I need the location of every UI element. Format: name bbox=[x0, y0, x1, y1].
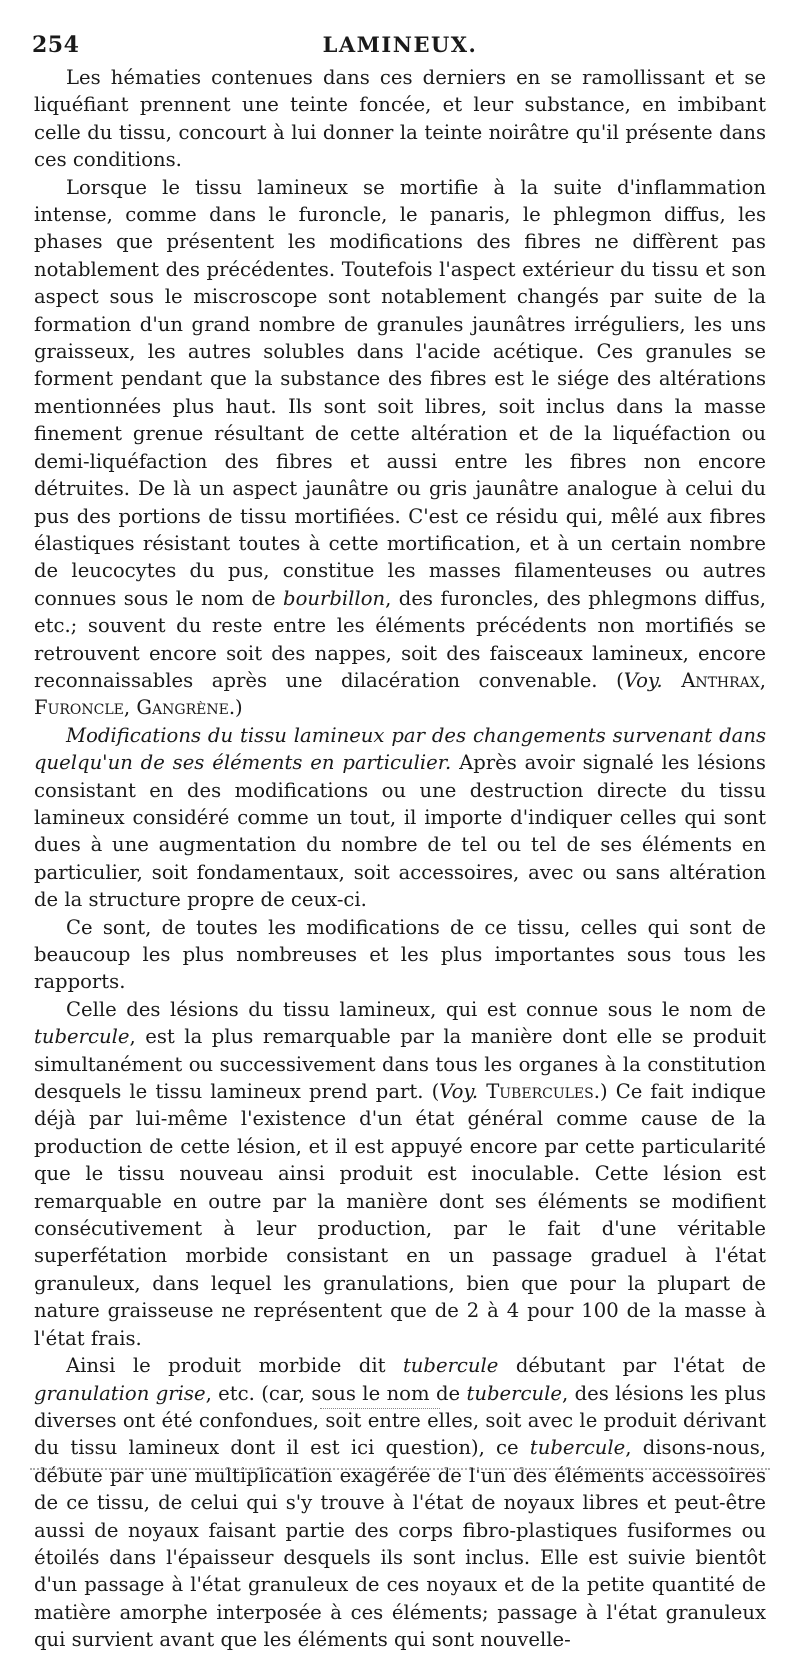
small-caps-text: Tubercules bbox=[486, 1080, 594, 1104]
italic-text: Voy. bbox=[439, 1080, 479, 1104]
text-run: , des furoncles, des phlegmons diffus, etc.; souvent du reste entre les éléments précédents non mortifiés se retrouvent encore soit des nappes, soit des faisceaux lamineux, encore reconnaissables après une dilacération convenable. ( bbox=[34, 586, 766, 692]
text-run: Lorsque le tissu lamineux se mortifie à la suite d'inflammation intense, comme dans le furoncle, le panaris, le phlegmon diffus, les phases que présentent les modifications des fibres ne diffèrent pas notablement des précédentes. Toutefois l'aspect extérieur du tissu et son aspect sous le miscroscope sont notablement changés par suite de la formation d'un grand nombre de granules jaunâtres irréguliers, les uns graisseux, les autres solubles dans l'acide acétique. Ces granules se forment pendant que la substance des fibres est le siége des altérations mentionnées plus haut. Ils sont soit libres, soit inclus dans la masse finement grenue résultant de cette altération et de la liquéfaction ou demi-liquéfaction des fibres et aussi entre les fibres non encore détruites. De là un aspect jaunâtre ou gris jaunâtre analogue à celui du pus des portions de tissu mortifiées. C'est ce résidu qui, mêlé aux fibres élastiques résistant toutes à cette mortification, et à un certain nombre de leucocytes du pus, constitue les masses filamenteuses ou autres connues sous le nom de bbox=[34, 175, 766, 610]
italic-text: tubercule bbox=[402, 1354, 499, 1378]
italic-text: tubercule bbox=[34, 1025, 130, 1049]
text-run: , disons-nous, débute par une multiplication exagérée de l'un des éléments accessoires de ce tissu, de celui qui s'y trouve à l'état de noyaux libres et peut-être aussi de noyaux faisant partie des corps fibro-plastiques fusiformes ou étoilés dans l'épaisseur desquels ils sont inclus. Elle est suivie bientôt d'un passage à l'état granuleux de ces noyaux et de la petite quantité de matière amorphe interposée à ces éléments; passage à l'état granuleux qui survient avant que les éléments qui sont nouvelle- bbox=[34, 1436, 766, 1652]
text-run: Ce sont, de toutes les modifications de ce tissu, celles qui sont de beaucoup les plus nombreuses et les plus importantes sous tous les rapports. bbox=[34, 915, 766, 994]
text-run: Les hématies contenues dans ces derniers en se ramollissant et se liquéfiant prennent une teinte foncée, et leur substance, en imbibant celle du tissu, concourt à lui donner la teinte noirâtre qu'il présente dans ces conditions. bbox=[34, 66, 766, 172]
running-head: LAMINEUX. bbox=[322, 32, 478, 57]
paragraph bbox=[34, 722, 766, 914]
body-text bbox=[34, 64, 766, 1654]
text-run: Après avoir signalé les lésions consistant en des modifications ou une destruction directe du tissu lamineux considéré comme un tout, il importe d'indiquer celles qui sont dues à une augmentation du nombre de tel ou tel de ses éléments en particulier, soit fondamentaux, soit accessoires, avec ou sans altération de la structure propre de ceux-ci. bbox=[34, 751, 766, 912]
text-run: , des lésions les plus diverses ont été confondues, soit entre elles, soit avec le produit dérivant du tissu lamineux dont il est ici question), ce bbox=[34, 1381, 767, 1460]
paragraph bbox=[34, 1352, 766, 1653]
text-run: .) bbox=[228, 696, 243, 720]
text-run: Celle des lésions du tissu lamineux, qui est connue sous le nom de bbox=[66, 997, 766, 1021]
small-caps-text: Furoncle bbox=[34, 696, 124, 720]
page-header bbox=[32, 26, 768, 66]
italic-text: granulation grise bbox=[34, 1381, 206, 1405]
paragraph bbox=[34, 64, 766, 174]
paragraph bbox=[34, 174, 766, 722]
text-run: .) Ce fait indique déjà par lui-même l'existence d'un état général comme cause de la production de cette lésion, et il est appuyé encore par cette particularité que le tissu nouveau ainsi produit est inoculable. Cette lésion est remarquable en outre par la manière dont ses éléments se modifient consécutivement à leur production, par le fait d'une véritable superfétation morbide consistant en un passage graduel à l'état granuleux, dans lequel les granulations, bien que pour la plupart de nature graisseuse ne représentent que de 2 à 4 pour 100 de la masse à l'état frais. bbox=[34, 1080, 766, 1350]
italic-text: tubercule bbox=[529, 1436, 626, 1460]
page-number: 254 bbox=[32, 32, 80, 58]
text-run: , bbox=[123, 696, 137, 720]
italic-text: Modifications du tissu lamineux par des changements survenant dans quelqu'un de ses éléments en particulier. bbox=[34, 723, 766, 775]
paragraph bbox=[34, 996, 766, 1352]
text-run: , est la plus remarquable par la manière dont elle se produit simultanément ou successivement dans tous les organes à la constitution desquels le tissu lamineux prend part. ( bbox=[34, 1025, 766, 1104]
small-caps-text: Gangrène bbox=[136, 696, 229, 720]
bleed-through-line bbox=[30, 1468, 770, 1470]
italic-text: bourbillon bbox=[283, 586, 386, 610]
text-run: débutant par l'état de bbox=[498, 1354, 767, 1378]
text-run: , bbox=[759, 668, 766, 692]
text-run bbox=[478, 1080, 486, 1103]
text-run: Ainsi le produit morbide dit bbox=[66, 1354, 403, 1378]
page-end-mark bbox=[320, 1408, 440, 1409]
italic-text: tubercule bbox=[466, 1381, 562, 1405]
italic-text: Voy. bbox=[623, 668, 663, 692]
paragraph bbox=[34, 914, 766, 996]
text-run bbox=[663, 669, 682, 692]
small-caps-text: Anthrax bbox=[681, 668, 760, 692]
text-run: , etc. (car, sous le nom de bbox=[205, 1381, 467, 1405]
